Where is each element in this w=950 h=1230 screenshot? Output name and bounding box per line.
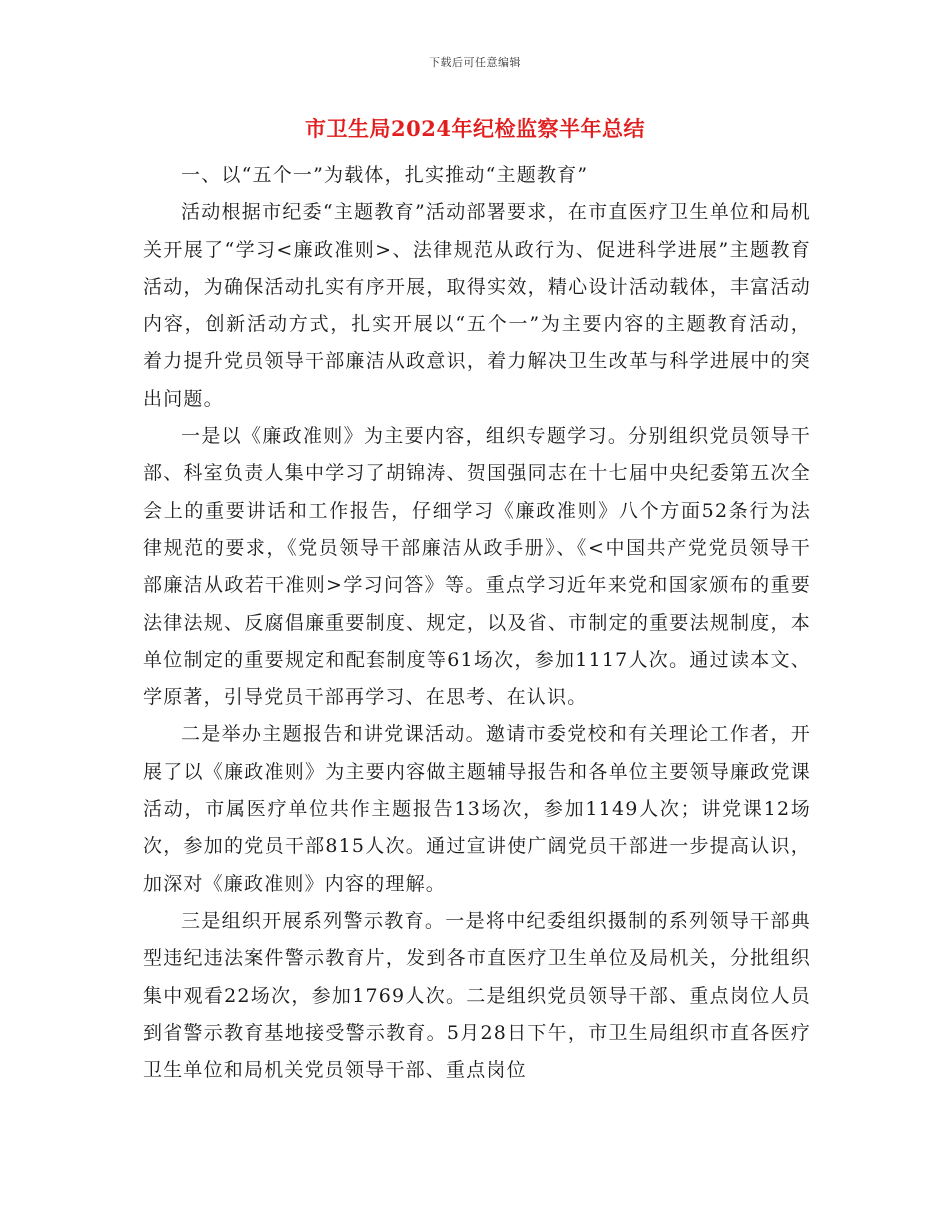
section-heading: 一、以“五个一”为载体，扎实推动“主题教育” (181, 164, 589, 186)
paragraph-lectures: 二是举办主题报告和讲党课活动。邀请市委党校和有关理论工作者，开展了以《廉政准则》为主要内容做主题辅导报告和各单位主要领导廉政党课活动，市属医疗单位共作主题报告13场次，参加1149人次；讲党课12场次，参加的党员干部815人次。通过宣讲使广阔党员干部进一步提高认识，加深对《廉政准则》内容的理解。 (143, 723, 811, 895)
paragraph-intro: 活动根据市纪委“主题教育”活动部署要求，在市直医疗卫生单位和局机关开展了“学习<廉政准则>、法律规范从政行为、促进科学进展”主题教育活动，为确保活动扎实有序开展，取得实效，精心设计活动载体，丰富活动内容，创新活动方式，扎实开展以“五个一”为主要内容的主题教育活动，着力提升党员领导干部廉洁从政意识，着力解决卫生改革与科学进展中的突出问题。 (143, 201, 811, 410)
document-title: 市卫生局2024年纪检监察半年总结 (305, 116, 645, 141)
paragraph-warning-education: 三是组织开展系列警示教育。一是将中纪委组织摄制的系列领导干部典型违纪违法案件警示教育片，发到各市直医疗卫生单位及局机关，分批组织集中观看22场次，参加1769人次。二是组织党员领导干部、重点岗位人员到省警示教育基地接受警示教育。5月28日下午，市卫生局组织市直各医疗卫生单位和局机关党员领导干部、重点岗位 (143, 909, 811, 1082)
header-note: 下载后可任意编辑 (429, 56, 521, 69)
document-body (143, 157, 811, 1089)
paragraph-study: 一是以《廉政准则》为主要内容，组织专题学习。分别组织党员领导干部、科室负责人集中学习了胡锦涛、贺国强同志在十七届中央纪委第五次全会上的重要讲话和工作报告，仔细学习《廉政准则》八个方面52条行为法律规范的要求，《党员领导干部廉洁从政手册》、《<中国共产党党员领导干部廉洁从政若干准则>学习问答》等。重点学习近年来党和国家颁布的重要法律法规、反腐倡廉重要制度、规定，以及省、市制定的重要法规制度，本单位制定的重要规定和配套制度等61场次，参加1117人次。通过读本文、学原著，引导党员干部再学习、在思考、在认识。 (143, 425, 811, 709)
